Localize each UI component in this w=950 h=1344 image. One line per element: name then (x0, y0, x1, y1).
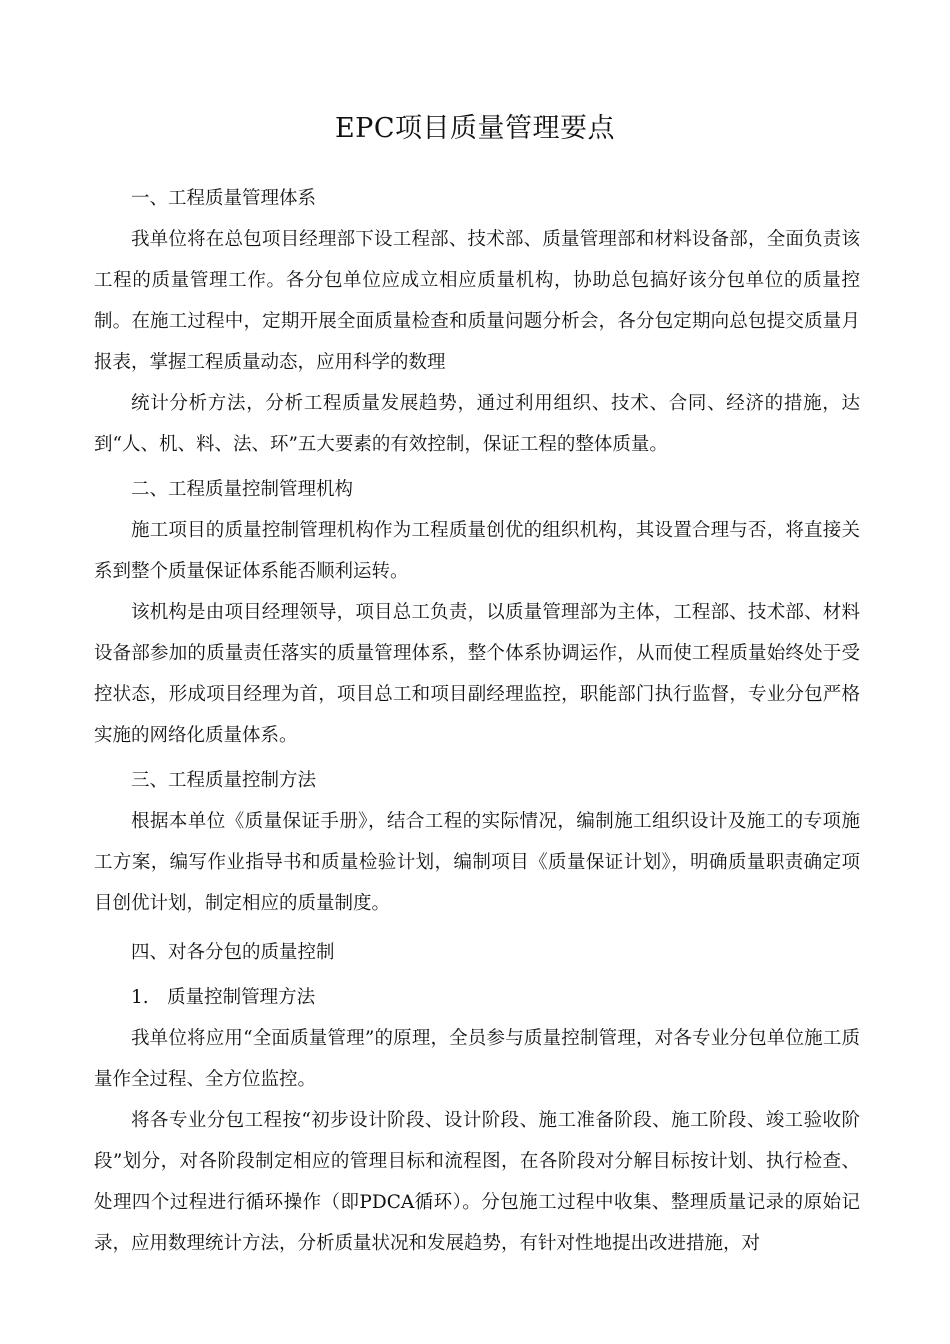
section-4-subheading: 1. 质量控制管理方法 (131, 987, 316, 1008)
section-3-paragraph-1: 根据本单位《质量保证手册》，结合工程的实际情况，编制施工组织设计及施工的专项施工方案，编写作业指导书和质量检验计划，编制项目《质量保证计划》，明确质量职责确定项目创优计划，制定相应的质量制度。 (94, 811, 860, 914)
section-3-heading: 三、工程质量控制方法 (131, 770, 317, 791)
section-2-paragraph-2: 该机构是由项目经理领导，项目总工负责，以质量管理部为主体，工程部、技术部、材料设备部参加的质量责任落实的质量管理体系，整个体系协调运作，从而使工程质量始终处于受控状态，形成项目经理为首，项目总工和项目副经理监控，职能部门执行监督，专业分包严格实施的网络化质量体系。 (94, 602, 860, 746)
section-1-paragraph-1: 我单位将在总包项目经理部下设工程部、技术部、质量管理部和材料设备部，全面负责该工程的质量管理工作。各分包单位应成立相应质量机构，协助总包搞好该分包单位的质量控制。在施工过程中，定期开展全面质量检查和质量问题分析会，各分包定期向总包提交质量月报表，掌握工程质量动态，应用科学的数理 (94, 229, 860, 373)
section-2-paragraph-1: 施工项目的质量控制管理机构作为工程质量创优的组织机构，其设置合理与否，将直接关系到整个质量保证体系能否顺利运转。 (94, 520, 860, 582)
section-4-paragraph-1: 我单位将应用“全面质量管理”的原理，全员参与质量控制管理，对各专业分包单位施工质量作全过程、全方位监控。 (94, 1028, 860, 1090)
document-body (94, 178, 860, 1264)
section-2-heading: 二、工程质量控制管理机构 (131, 479, 354, 500)
section-1-paragraph-2: 统计分析方法，分析工程质量发展趋势，通过利用组织、技术、合同、经济的措施，达到“人、机、料、法、环”五大要素的有效控制，保证工程的整体质量。 (94, 393, 860, 455)
section-1-heading: 一、工程质量管理体系 (131, 188, 317, 209)
section-4-heading: 四、对各分包的质量控制 (131, 942, 335, 963)
section-4-paragraph-2: 将各专业分包工程按“初步设计阶段、设计阶段、施工准备阶段、施工阶段、竣工验收阶段”划分，对各阶段制定相应的管理目标和流程图，在各阶段对分解目标按计划、执行检查、处理四个过程进行循环操作（即PDCA循环）。分包施工过程中收集、整理质量记录的原始记录，应用数理统计方法，分析质量状况和发展趋势，有针对性地提出改进措施，对 (94, 1110, 860, 1254)
page-title: EPC项目质量管理要点 (334, 113, 616, 144)
